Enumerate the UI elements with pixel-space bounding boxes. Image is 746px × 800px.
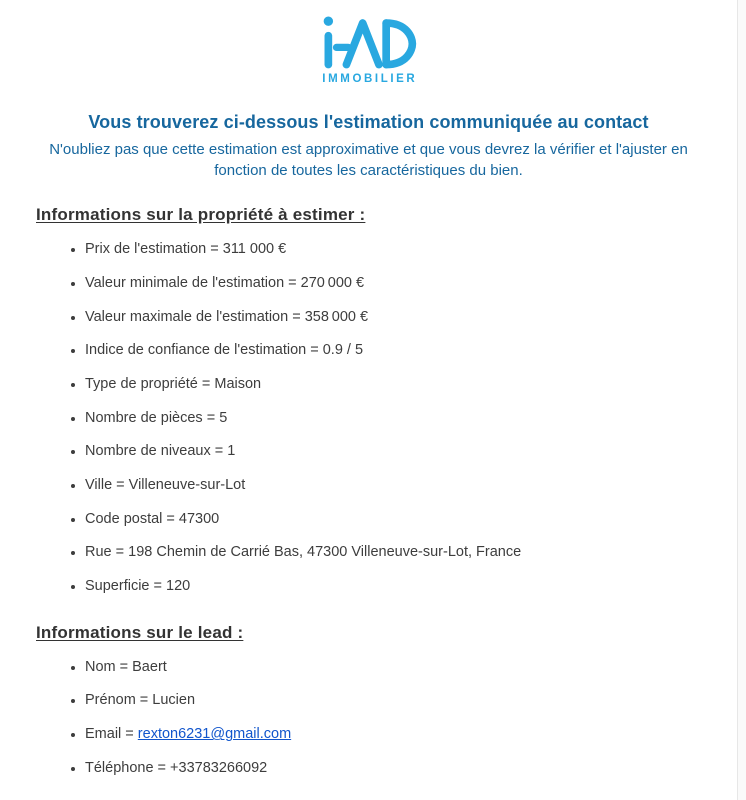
iad-logo-text: IMMOBILIER <box>322 73 418 85</box>
iad-logo-icon <box>36 14 701 70</box>
property-info-list <box>36 241 701 594</box>
list-item: • Prénom = Lucien <box>85 692 701 709</box>
property-info-heading: Informations sur la propriété à estimer : <box>36 205 366 225</box>
list-item: • Type de propriété = Maison <box>85 376 701 393</box>
email-link[interactable]: rexton6231@gmail.com <box>137 726 292 743</box>
list-item-label: Email = <box>85 726 138 743</box>
list-item: • Superficie = 120 <box>85 578 701 595</box>
list-item: • Indice de confiance de l'estimation = 0.9 / 5 <box>85 342 701 359</box>
list-item: • Valeur minimale de l'estimation = 270 000 € <box>85 275 701 292</box>
list-item: • Code postal = 47300 <box>85 511 701 528</box>
page-subtitle: N'oubliez pas que cette estimation est approximative et que vous devrez la vérifier et l'ajuster en fonction de toutes les caractéristiques du bien. <box>49 141 688 179</box>
section-lead-info <box>36 623 701 777</box>
list-item: • Prix de l'estimation = 311 000 € <box>85 241 701 258</box>
page-title: Vous trouverez ci-dessous l'estimation communiquée au contact <box>88 112 649 132</box>
lead-info-heading: Informations sur le lead : <box>36 622 244 642</box>
list-item: • Ville = Villeneuve-sur-Lot <box>85 477 701 494</box>
section-property-info <box>36 205 701 594</box>
iad-logo <box>36 14 701 85</box>
list-item: • Rue = 198 Chemin de Carrié Bas, 47300 Villeneuve-sur-Lot, France <box>85 544 701 561</box>
sections <box>36 205 701 776</box>
lead-info-list <box>36 659 701 777</box>
list-item: • Téléphone = +33783266092 <box>85 760 701 777</box>
list-item <box>85 726 701 743</box>
list-item: • Valeur maximale de l'estimation = 358 000 € <box>85 309 701 326</box>
list-item: • Nombre de pièces = 5 <box>85 410 701 427</box>
list-item: • Nombre de niveaux = 1 <box>85 443 701 460</box>
list-item: • Nom = Baert <box>85 659 701 676</box>
